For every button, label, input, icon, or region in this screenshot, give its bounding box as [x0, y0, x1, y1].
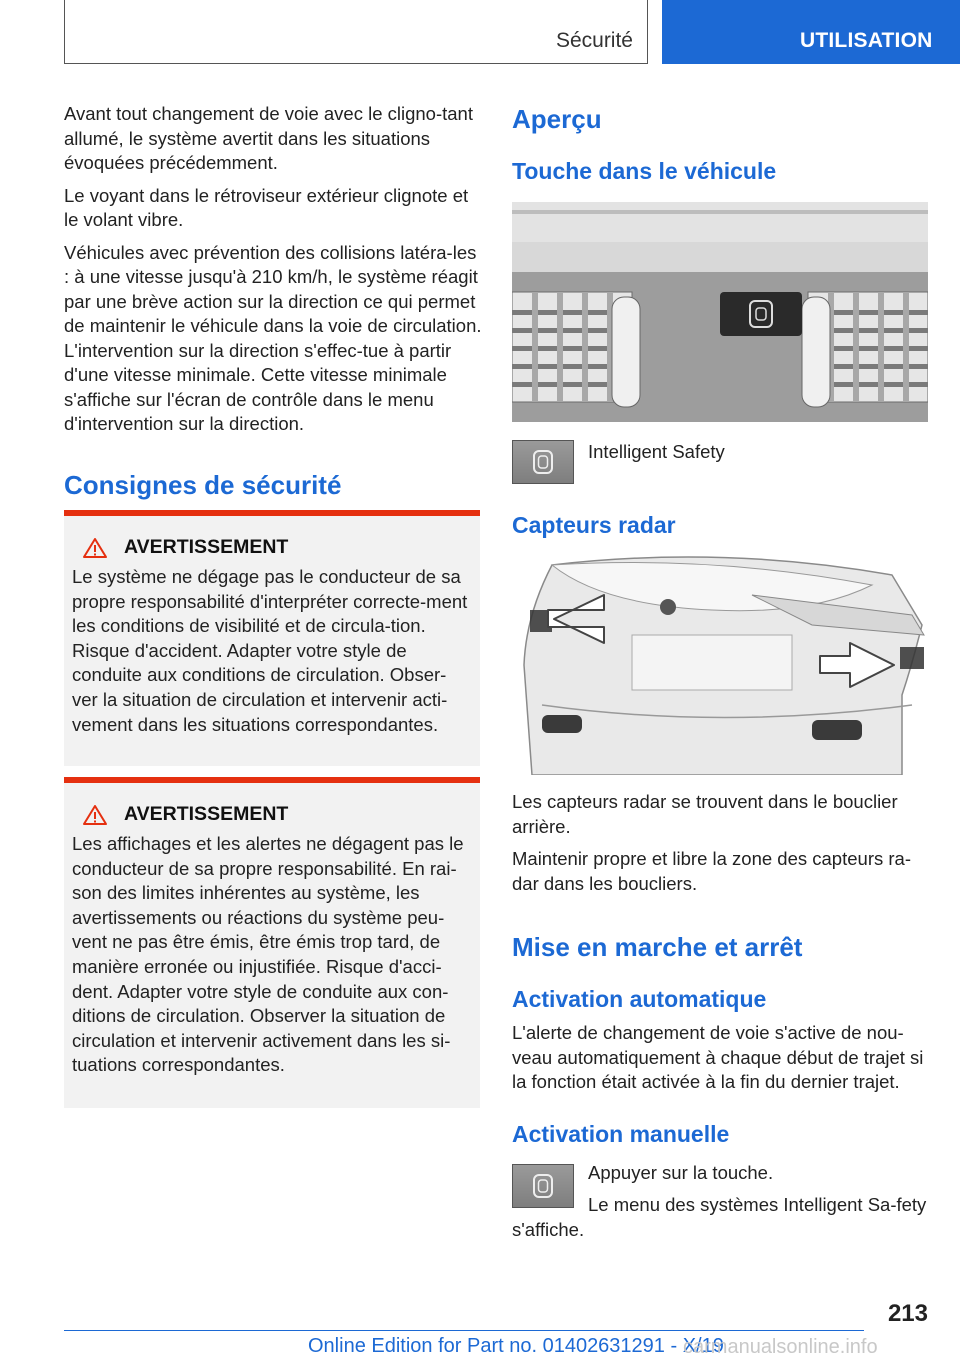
header-section-title: Sécurité	[555, 29, 633, 52]
auto-activation-text: L'alerte de changement de voie s'active de nou-veau automatiquement à chaque début de trajet si la fonction était activée à la fin du dernier trajet.	[512, 1022, 924, 1092]
footer-edition: Online Edition for Part no. 01402631291 - X/19	[308, 1335, 724, 1357]
radar-heading: Capteurs radar	[512, 512, 676, 538]
paragraph: Véhicules avec prévention des collisions latéra-les : à une vitesse jusqu'à 210 km/h, le système réagit par une brève action sur la direction ce qui permet de maintenir le véhicule dans la voie de circulation. L'intervention sur la direction s'effec-tue à partir d'une vitesse minimale. Cette vitesse minimale s'affiche sur l'écran de contrôle dans le menu d'intervention sur la direction.	[64, 241, 482, 434]
footer-watermark: carmanualsonline.info	[683, 1336, 878, 1358]
auto-activation-heading: Activation automatique	[512, 986, 767, 1012]
manual-activation-step: Appuyer sur la touche.	[588, 1162, 774, 1183]
paragraph: Maintenir propre et libre la zone des capteurs ra-dar dans les boucliers.	[512, 848, 911, 894]
dashboard-button-illustration	[512, 202, 928, 422]
rear-bumper-radar-illustration	[512, 555, 928, 775]
warning-text: Le système ne dégage pas le conducteur de sa propre responsabilité d'interpréter correcte-ment les conditions de visibilité et de circula-tion. Risque d'accident. Adapter votre style de conduite aux conditions de circulation. Obser-ver la situation de circulation et intervenir acti-vement dans les situations correspondantes.	[72, 566, 468, 735]
manual-activation-result: Le menu des systèmes Intelligent Sa-fety s'affiche.	[512, 1194, 927, 1240]
paragraph: Avant tout changement de voie avec le cligno-tant allumé, le système avertit dans les situations évoquées précédemment.	[64, 103, 473, 173]
header-chapter-title: UTILISATION	[800, 29, 933, 52]
safety-heading: Consignes de sécurité	[64, 470, 342, 500]
warning-triangle-icon	[82, 804, 108, 826]
header-chapter-tab	[662, 0, 960, 64]
button-heading: Touche dans le véhicule	[512, 158, 777, 184]
warning-title: AVERTISSEMENT	[124, 803, 289, 825]
header-section-box	[64, 0, 648, 64]
paragraph: Le voyant dans le rétroviseur extérieur clignote et le volant vibre.	[64, 184, 469, 230]
radar-text	[512, 790, 928, 904]
manual-activation-heading: Activation manuelle	[512, 1121, 730, 1147]
paragraph: Les capteurs radar se trouvent dans le bouclier arrière.	[512, 791, 898, 837]
warning-box-2	[64, 777, 480, 1108]
overview-heading: Aperçu	[512, 104, 602, 134]
intelligent-safety-button-icon	[512, 440, 574, 484]
warning-box-1	[64, 510, 480, 766]
warning-text: Les affichages et les alertes ne dégagent pas le conducteur de sa propre responsabilité. En rai-son des limites inhérentes au système, les avertissements ou réactions du système peu-vent ne pas être émis, être émis trop tard, de manière erronée ou injustifiée. Risque d'acci-dent. Adapter votre style de conduite aux con-ditions de circulation. Observer la situation de circulation et intervenir activement dans les si-tuations correspondantes.	[72, 833, 464, 1076]
intro-text	[64, 102, 482, 445]
warning-title: AVERTISSEMENT	[124, 536, 289, 558]
warning-triangle-icon	[82, 537, 108, 559]
footer-divider	[64, 1330, 864, 1331]
button-label: Intelligent Safety	[588, 441, 725, 462]
page-number: 213	[887, 1300, 928, 1327]
onoff-heading: Mise en marche et arrêt	[512, 932, 803, 962]
